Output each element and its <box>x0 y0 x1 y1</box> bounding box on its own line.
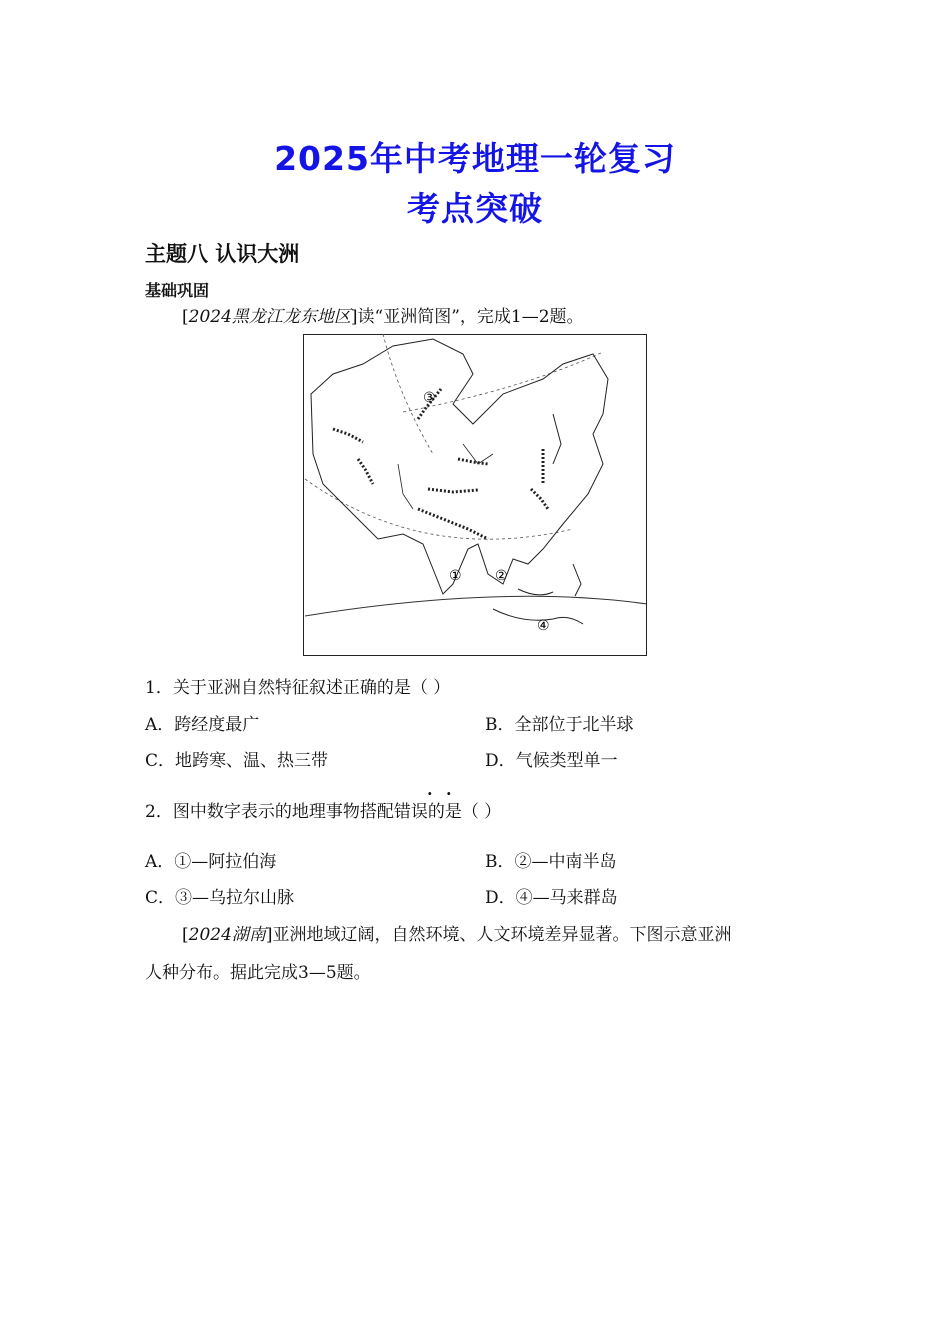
source-tag: 2024湖南 <box>188 925 266 945</box>
q2-option-d[interactable]: D．④—马来群岛 <box>485 888 618 908</box>
q2-option-b[interactable]: B．②—中南半岛 <box>485 852 617 872</box>
document-subtitle: 考点突破 <box>407 189 543 228</box>
q1-option-c[interactable]: C．地跨寒、温、热三带 <box>145 751 329 771</box>
document-title: 2025年中考地理一轮复习 <box>274 139 676 178</box>
question-1-stem: 1．关于亚洲自然特征叙述正确的是（ ） <box>145 678 451 698</box>
q1-option-b[interactable]: B．全部位于北半球 <box>485 715 634 735</box>
q1-option-a[interactable]: A．跨经度最广 <box>145 715 260 735</box>
asia-map <box>303 334 647 656</box>
map-label-1: ① <box>449 568 462 584</box>
emphasis-dot: . <box>446 780 452 799</box>
intro-paragraph-1 <box>182 302 584 327</box>
emphasis-dot: . <box>427 780 433 799</box>
q2-option-c[interactable]: C．③—乌拉尔山脉 <box>145 888 295 908</box>
q1-option-d[interactable]: D．气候类型单一 <box>485 751 618 771</box>
intro-paragraph-2 <box>182 920 732 945</box>
map-label-3: ③ <box>423 390 436 406</box>
source-tag: 2024黑龙江龙东地区 <box>188 307 351 327</box>
topic-heading: 主题八 认识大洲 <box>145 242 300 266</box>
intro-text: ]读“亚洲简图”，完成1—2题。 <box>350 307 584 327</box>
map-label-2: ② <box>495 568 508 584</box>
map-label-4: ④ <box>537 618 550 634</box>
bracket-open: [ <box>182 925 189 945</box>
map-frame <box>304 335 647 656</box>
question-2-stem: 2．图中数字表示的地理事物搭配错误的是（ ） <box>145 802 502 822</box>
intro-paragraph-2-continued: 人种分布。据此完成3—5题。 <box>145 963 371 983</box>
section-heading: 基础巩固 <box>145 281 210 300</box>
bracket-open: [ <box>182 307 189 327</box>
q2-option-a[interactable]: A．①—阿拉伯海 <box>145 852 277 872</box>
intro-text: ]亚洲地域辽阔，自然环境、人文环境差异显著。下图示意亚洲 <box>265 925 732 945</box>
